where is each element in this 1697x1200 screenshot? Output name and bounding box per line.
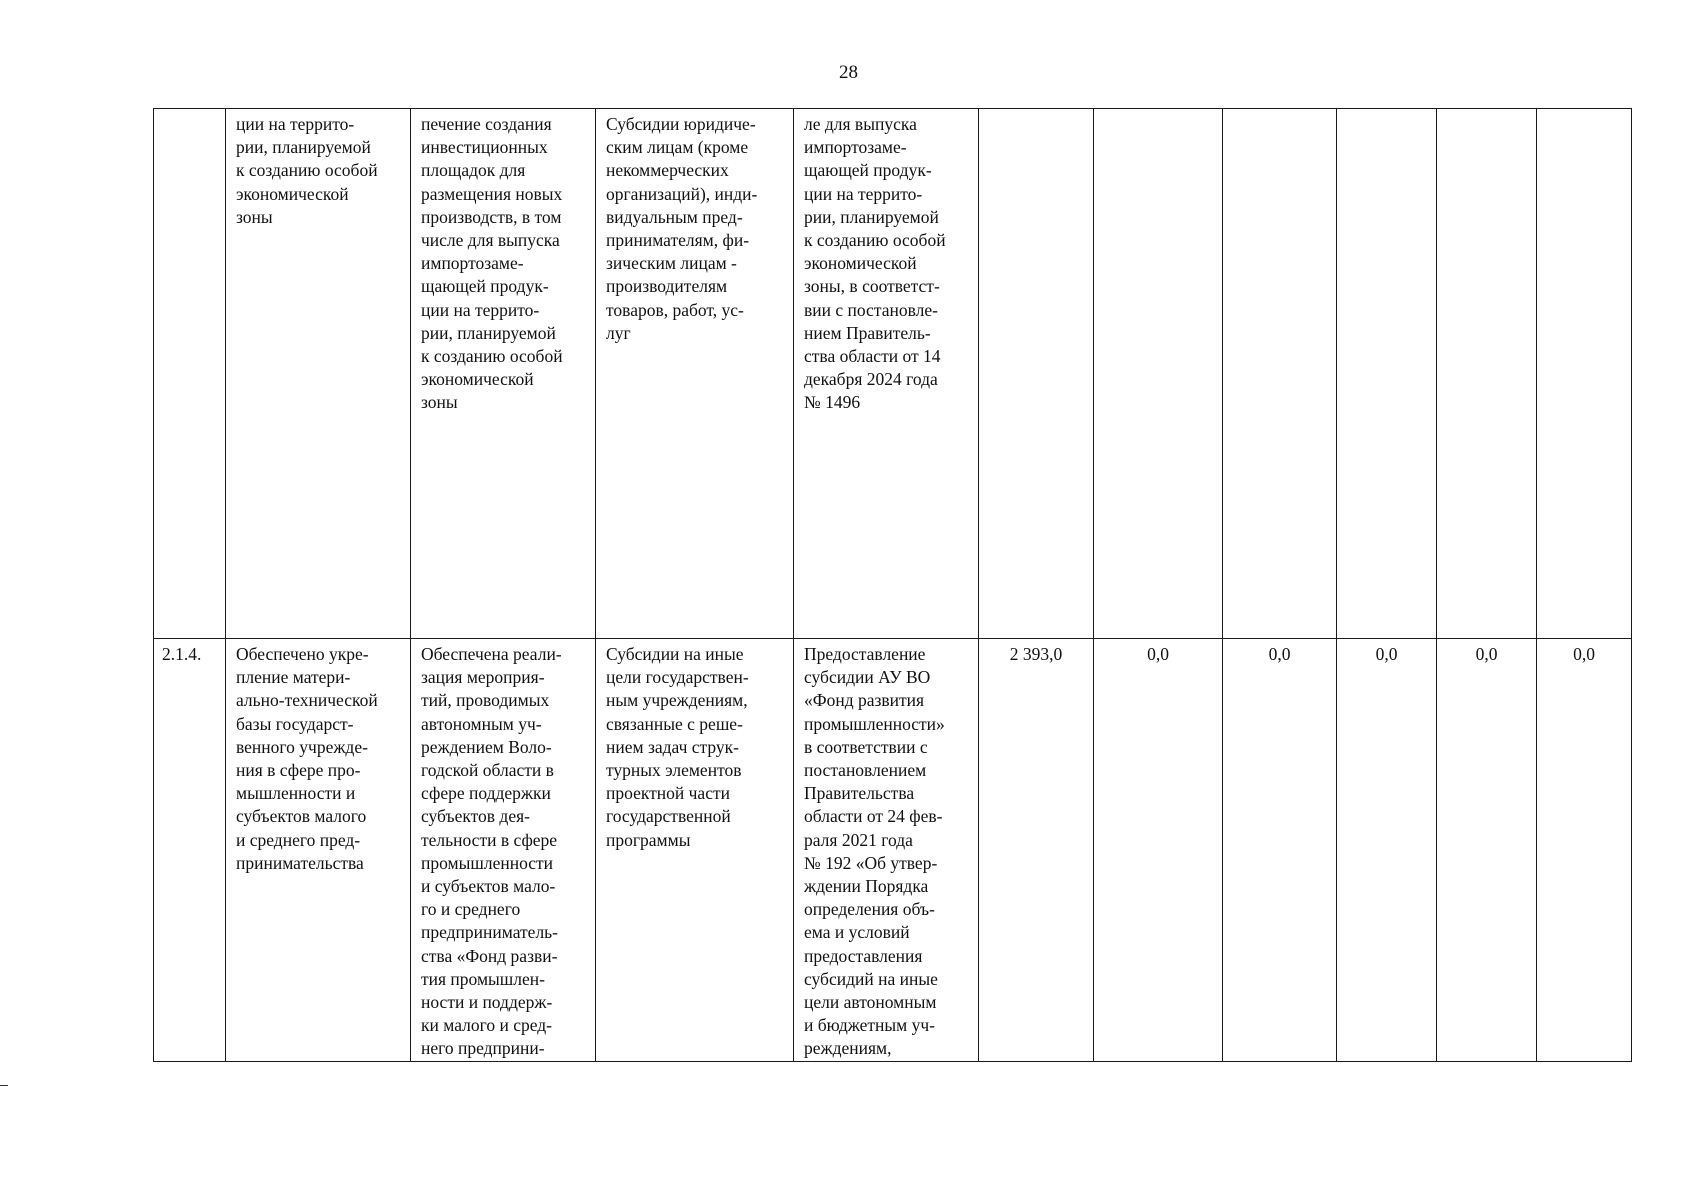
value-cell: 0,0: [1537, 639, 1632, 1062]
page-number: 28: [839, 62, 858, 83]
result-cell: ции на террито- рии, планируемой к созданию особой экономической зоны: [226, 109, 411, 639]
table-row: [154, 639, 1632, 1062]
measure-cell: Обеспечена реали- зация мероприя- тий, проводимых автономным уч- реждением Воло- годской области в сфере поддержки субъектов дея- тельности в сфере промышленности и субъектов мало- го и среднего предприниматель- ства «Фонд разви- тия промышлен- ности и поддерж- ки малого и сред- него предприни-: [411, 639, 596, 1062]
value-cell: [1223, 109, 1337, 639]
value-cell: [979, 109, 1094, 639]
subsidy-type-cell: Субсидии юридиче- ским лицам (кроме некоммерческих организаций), инди- видуальным пред- принимателям, фи- зическим лицам - производителям товаров, работ, ус- луг: [596, 109, 794, 639]
basis-cell: ле для выпуска импортозаме- щающей продук- ции на террито- рии, планируемой к созданию особой экономической зоны, в соответст- вии с постановле- нием Правитель- ства области от 14 декабря 2024 года № 1496: [794, 109, 979, 639]
measure-cell: печение создания инвестиционных площадок для размещения новых производств, в том числе для выпуска импортозаме- щающей продук- ции на террито- рии, планируемой к созданию особой экономической зоны: [411, 109, 596, 639]
value-cell: 2 393,0: [979, 639, 1094, 1062]
row-code-cell: [154, 109, 226, 639]
value-cell: 0,0: [1437, 639, 1537, 1062]
subsidy-type-cell: Субсидии на иные цели государствен- ным учреждениям, связанные с реше- нием задач струк- турных элементов проектной части государственной программы: [596, 639, 794, 1062]
table-row: [154, 109, 1632, 639]
scan-edge-mark: [0, 1085, 8, 1086]
result-cell: Обеспечено укре- пление матери- ально-технической базы государст- венного учрежде- ния в сфере про- мышленности и субъектов малого и среднего пред- принимательства: [226, 639, 411, 1062]
budget-table: [153, 108, 1632, 1062]
value-cell: [1094, 109, 1223, 639]
value-cell: [1437, 109, 1537, 639]
value-cell: 0,0: [1337, 639, 1437, 1062]
row-code-cell: 2.1.4.: [154, 639, 226, 1062]
value-cell: [1337, 109, 1437, 639]
value-cell: 0,0: [1223, 639, 1337, 1062]
basis-cell: Предоставление субсидии АУ ВО «Фонд развития промышленности» в соответствии с постановлением Правительства области от 24 фев- раля 2021 года № 192 «Об утвер- ждении Порядка определения объ- ема и условий предоставления субсидий на иные цели автономным и бюджетным уч- реждениям,: [794, 639, 979, 1062]
value-cell: [1537, 109, 1632, 639]
value-cell: 0,0: [1094, 639, 1223, 1062]
